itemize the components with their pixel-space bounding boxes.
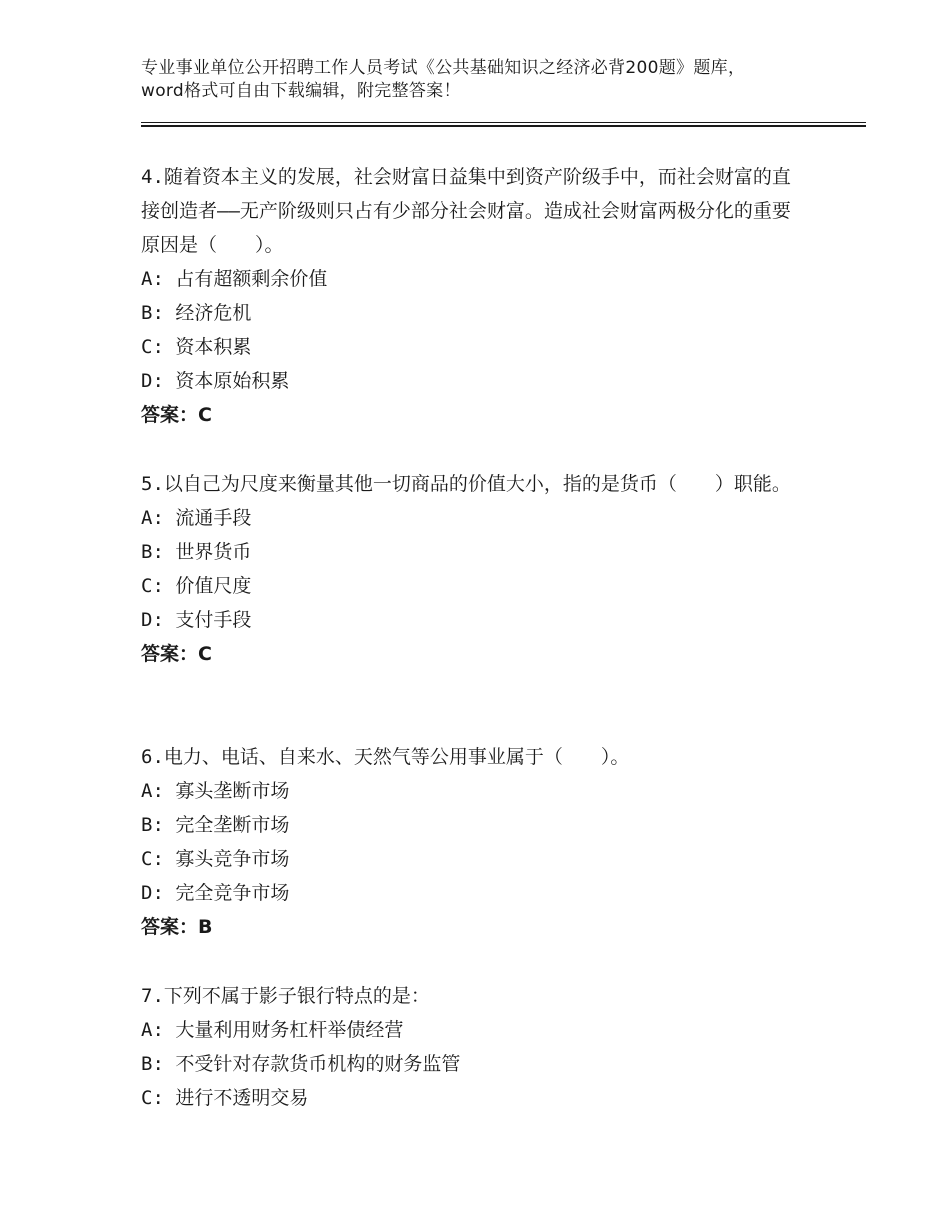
option-b: B: 经济危机 [141,302,252,324]
question-5 [141,467,801,671]
option-a: A: 寡头垄断市场 [141,780,290,802]
option-a: A: 流通手段 [141,507,252,529]
answer: 答案：C [141,643,212,665]
question-6 [141,740,801,944]
answer: 答案：B [141,916,213,938]
question-stem: 5.以自己为尺度来衡量其他一切商品的价值大小，指的是货币（ ）职能。 [141,473,791,495]
option-b: B: 不受针对存款货币机构的财务监管 [141,1053,461,1075]
document-header [141,57,781,103]
option-b: B: 世界货币 [141,541,252,563]
option-d: D: 资本原始积累 [141,370,290,392]
header-divider [141,122,866,128]
option-b: B: 完全垄断市场 [141,814,290,836]
option-c: C: 寡头竞争市场 [141,848,290,870]
question-stem: 6.电力、电话、自来水、天然气等公用事业属于（ ）。 [141,746,630,768]
question-stem: 7.下列不属于影子银行特点的是： [141,985,430,1007]
question-7 [141,979,801,1115]
question-stem: 4.随着资本主义的发展，社会财富日益集中到资产阶级手中，而社会财富的直接创造者——无产阶级则只占有少部分社会财富。造成社会财富两极分化的重要原因是（ ）。 [141,166,791,256]
option-c: C: 资本积累 [141,336,252,358]
option-c: C: 进行不透明交易 [141,1087,309,1109]
option-c: C: 价值尺度 [141,575,252,597]
option-d: D: 完全竞争市场 [141,882,290,904]
document-title: 专业事业单位公开招聘工作人员考试《公共基础知识之经济必背200题》题库，word格式可自由下载编辑，附完整答案！ [141,58,746,101]
option-a: A: 占有超额剩余价值 [141,268,328,290]
question-4 [141,160,801,432]
option-d: D: 支付手段 [141,609,252,631]
answer: 答案：C [141,404,212,426]
option-a: A: 大量利用财务杠杆举债经营 [141,1019,404,1041]
